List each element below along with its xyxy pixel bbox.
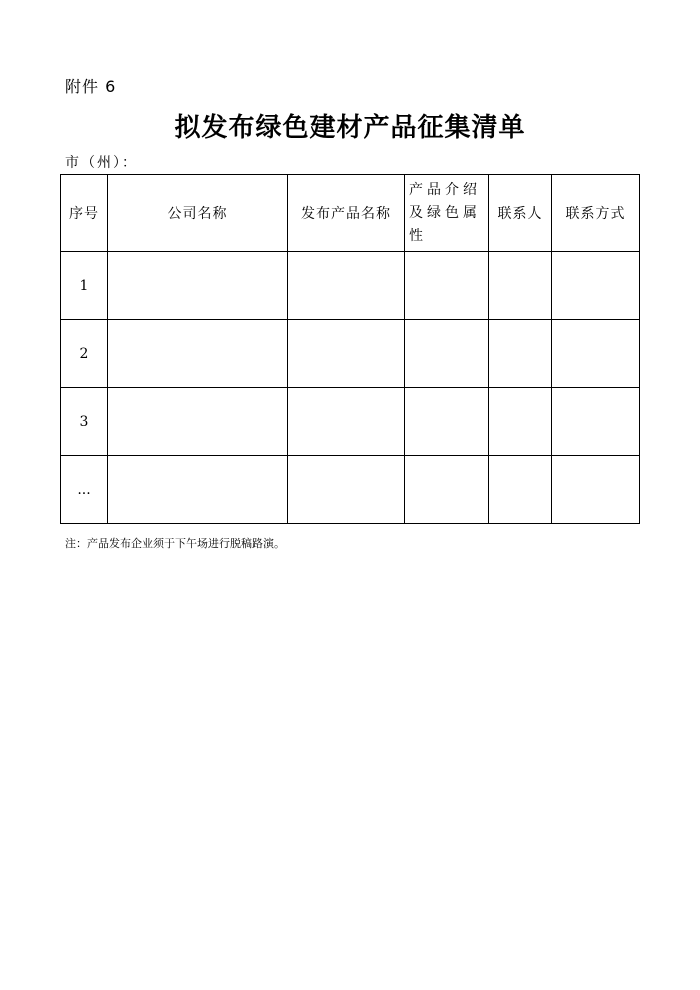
city-label: 市（州）： [65,155,138,171]
seq-cell: 2 [61,320,108,388]
column-header-contact: 联系人 [489,175,552,252]
column-header-phone: 联系方式 [552,175,640,252]
product-cell[interactable] [288,388,405,456]
company-cell[interactable] [108,252,288,320]
footnote: 注：产品发布企业须于下午场进行脱稿路演。 [65,537,285,550]
seq-cell: ... [61,456,108,524]
seq-cell: 3 [61,388,108,456]
company-cell[interactable] [108,456,288,524]
product-cell[interactable] [288,252,405,320]
phone-cell[interactable] [552,320,640,388]
column-header-product: 发布产品名称 [288,175,405,252]
intro-cell[interactable] [405,252,489,320]
company-cell[interactable] [108,320,288,388]
table-row [61,320,640,388]
document-title: 拟发布绿色建材产品征集清单 [174,113,526,143]
intro-cell[interactable] [405,456,489,524]
attachment-label: 附件 6 [65,77,117,96]
seq-cell: 1 [61,252,108,320]
product-cell[interactable] [288,456,405,524]
column-header-seq: 序号 [61,175,108,252]
column-header-intro: 产品介绍及绿色属性 [405,175,489,252]
phone-cell[interactable] [552,456,640,524]
contact-cell[interactable] [489,388,552,456]
product-cell[interactable] [288,320,405,388]
intro-cell[interactable] [405,320,489,388]
table-row [61,388,640,456]
company-cell[interactable] [108,388,288,456]
phone-cell[interactable] [552,388,640,456]
column-header-company: 公司名称 [108,175,288,252]
contact-cell[interactable] [489,252,552,320]
table-row [61,252,640,320]
contact-cell[interactable] [489,320,552,388]
table-header-row [61,175,640,252]
table-row [61,456,640,524]
product-listing-table [60,174,640,524]
intro-cell[interactable] [405,388,489,456]
phone-cell[interactable] [552,252,640,320]
contact-cell[interactable] [489,456,552,524]
